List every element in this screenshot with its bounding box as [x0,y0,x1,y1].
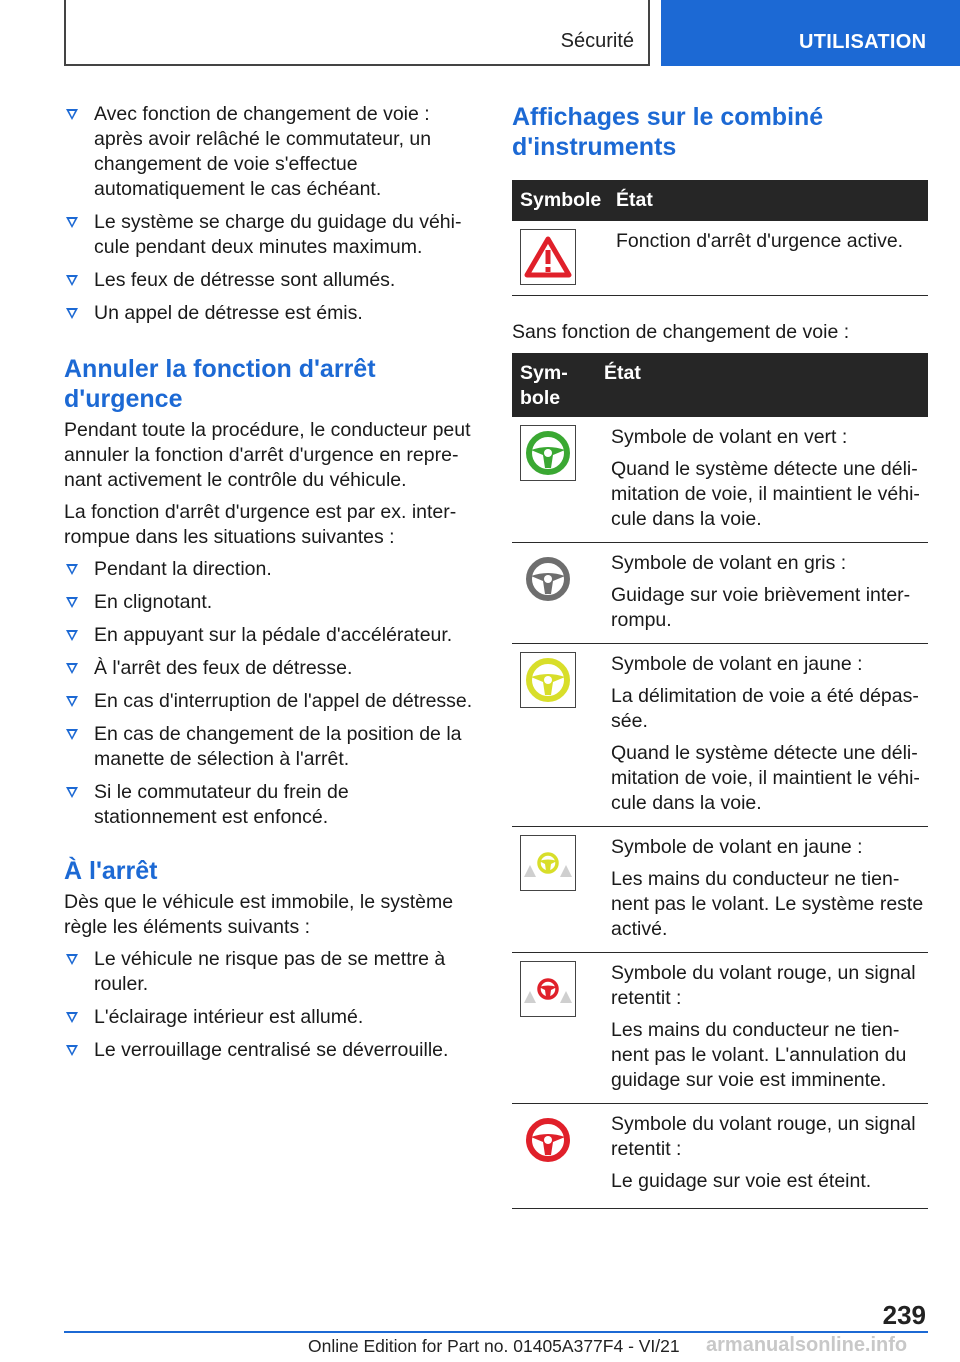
bullet-triangle-icon [66,696,78,707]
bullet-triangle-icon [66,954,78,965]
bullet-triangle-icon [66,564,78,575]
table-emergency [512,180,928,296]
table-row: Symbole du volant rouge, un signal retentit : Les mains du conducteur ne tiennent pas le volant. L'annulation du guidage sur voie est imminente. [512,953,928,1104]
column-header-symbol: Symbole [520,189,602,211]
cancel-paragraph-1: Pendant toute la procédure, le conducteur peut annuler la fonction d'arrêt d'urgence en reprenant activement le contrôle du véhicule. [64,419,471,491]
list-item: Un appel de détresse est émis. [64,301,476,326]
bullet-triangle-icon [66,109,78,120]
table-row: Symbole de volant en jaune : La délimitation de voie a été dépassée. Quand le système détecte une délimitation de voie, il maintient le véhicule dans la voie. [512,644,928,827]
table-row: Symbole de volant en jaune : Les mains du conducteur ne tiennent pas le volant. Le système reste activé. [512,827,928,953]
column-header-state: État [604,362,641,384]
table-row: Symbole de volant en vert : Quand le système détecte une délimitation de voie, il maintient le véhicule dans la voie. [512,417,928,543]
page-number: 239 [882,1300,926,1330]
header-frame [64,0,650,66]
column-header-symbol: Symbole [520,362,568,409]
footer-divider [64,1331,928,1333]
list-item: Avec fonction de changement de voie : après avoir relâché le commutateur, un changement de voie s'effectue automatiquement le cas échéant. [64,102,476,202]
list-item: En cas de changement de la position de la manette de sélection à l'arrêt. [64,722,476,772]
warning-triangle-icon [520,229,576,285]
bullet-triangle-icon [66,729,78,740]
chapter-tab-label: UTILISATION [799,31,927,53]
stop-paragraph: Dès que le véhicule est immobile, le système règle les éléments suivants : [64,891,454,938]
hands-off-yellow-icon [520,835,576,891]
stop-heading: À l'arrêt [64,857,158,885]
list-item: Le véhicule ne risque pas de se mettre à rouler. [64,947,476,997]
table-row [512,221,928,296]
footer-edition: Online Edition for Part no. 01405A377F4 - VI/21 [308,1336,680,1356]
list-item: Pendant la direction. [64,557,476,582]
list-item: En appuyant sur la pédale d'accélérateur. [64,623,476,648]
table-header [512,353,928,417]
steering-wheel-green-icon [520,425,576,481]
state-cell: Fonction d'arrêt d'urgence active. [616,230,904,252]
list-item: Le système se charge du guidage du véhicule pendant deux minutes maximum. [64,210,476,260]
bullet-triangle-icon [66,787,78,798]
column-header-state: État [616,189,653,211]
instruments-heading: Affichages sur le combiné d'instruments [512,103,824,161]
steering-wheel-red-icon [520,1112,576,1168]
bullet-triangle-icon [66,1045,78,1056]
section-title: Sécurité [560,30,634,52]
table-row: Symbole du volant rouge, un signal retentit : Le guidage sur voie est éteint. [512,1104,928,1209]
list-item: Les feux de détresse sont allumés. [64,268,476,293]
list-item: Le verrouillage centralisé se déverrouille. [64,1038,476,1063]
list-item: En cas d'interruption de l'appel de détresse. [64,689,476,714]
list-item: En clignotant. [64,590,476,615]
sans-label: Sans fonction de changement de voie : [512,321,850,343]
chapter-tab[interactable] [661,0,960,66]
bullet-triangle-icon [66,597,78,608]
table-lane-guidance [512,353,928,1209]
right-column [512,102,928,1209]
cancel-paragraph-2: La fonction d'arrêt d'urgence est par ex. interrompue dans les situations suivantes : [64,501,457,548]
steering-wheel-gray-icon [520,551,576,607]
list-item: Si le commutateur du frein de stationnement est enfoncé. [64,780,476,830]
table-row: Symbole de volant en gris : Guidage sur voie brièvement interrompu. [512,543,928,644]
bullet-triangle-icon [66,217,78,228]
bullet-triangle-icon [66,663,78,674]
left-column [64,102,476,1071]
bullet-triangle-icon [66,630,78,641]
bullet-triangle-icon [66,275,78,286]
table-header [512,180,928,221]
bullet-triangle-icon [66,1012,78,1023]
list-item: À l'arrêt des feux de détresse. [64,656,476,681]
bullet-triangle-icon [66,308,78,319]
cancel-heading: Annuler la fonction d'arrêt d'urgence [64,355,376,413]
hands-off-red-icon [520,961,576,1017]
list-item: L'éclairage intérieur est allumé. [64,1005,476,1030]
watermark: armanualsonline.info [706,1334,908,1356]
steering-wheel-yellow-icon [520,652,576,708]
